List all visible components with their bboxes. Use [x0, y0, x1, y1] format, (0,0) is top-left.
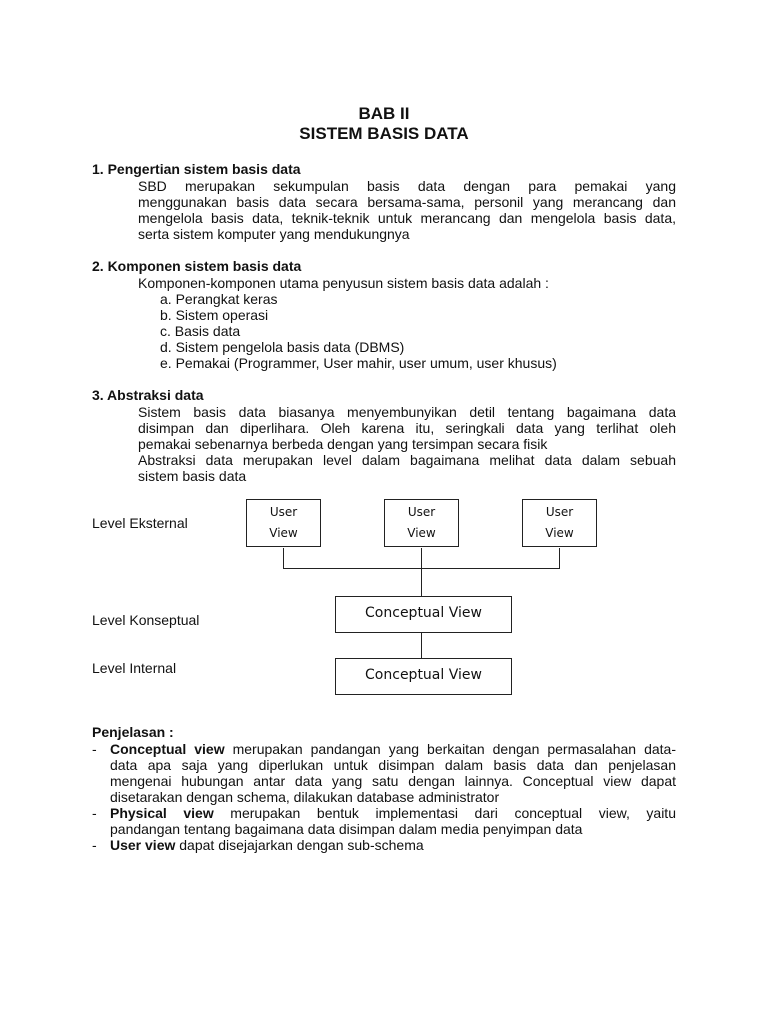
text-line: sistem basis data [138, 468, 247, 484]
text-line: Abstraksi data merupakan level dalam bagaimana melihat data dalam sebuah [138, 452, 676, 468]
list-item: a. Perangkat keras [160, 291, 278, 307]
level-external-label: Level Eksternal [92, 515, 188, 531]
user-view-box-2 [384, 499, 459, 547]
chapter-title: SISTEM BASIS DATA [299, 124, 469, 143]
text-run: merupakan pandangan yang berkaitan dengan permasalahan data- [224, 741, 676, 757]
connector-line [283, 548, 284, 569]
text-run: dapat disejajarkan dengan sub-schema [175, 837, 424, 853]
user-view-line: View [269, 526, 298, 540]
text-line: SBD merupakan sekumpulan basis data dengan para pemakai yang [138, 178, 676, 194]
explanation-item-physical [110, 805, 676, 837]
section3-heading: 3. Abstraksi data [92, 387, 204, 403]
dash-marker: - [92, 837, 97, 853]
user-view-box-3 [522, 499, 597, 547]
text-line: pemakai sebenarnya berbeda dengan yang tersimpan secara fisik [138, 436, 548, 452]
connector-line [421, 632, 422, 659]
text-line: mengelola basis data, teknik-teknik untuk merancang dan mengelola basis data, [138, 210, 676, 226]
list-item: d. Sistem pengelola basis data (DBMS) [160, 339, 405, 355]
text-line: mengenai hubungan antar data yang satu dengan lainnya. Conceptual view dapat [110, 773, 676, 789]
term: User view [110, 837, 176, 853]
list-item: e. Pemakai (Programmer, User mahir, user umum, user khusus) [160, 355, 557, 371]
user-view-line: View [545, 526, 574, 540]
list-item: b. Sistem operasi [160, 307, 269, 323]
component-list [160, 291, 557, 371]
dash-marker: - [92, 741, 97, 757]
user-view-line: User [269, 505, 298, 519]
section1-bullet1-text [138, 178, 676, 242]
text-line: data apa saja yang diperlukan untuk disimpan dalam basis data dan penjelasan [110, 757, 676, 773]
connector-line [283, 568, 560, 569]
connector-line [421, 548, 422, 596]
text-run: merupakan bentuk implementasi dari conceptual view, yaitu [213, 805, 676, 821]
section1-heading: 1. Pengertian sistem basis data [92, 161, 301, 177]
section2-heading: 2. Komponen sistem basis data [92, 258, 302, 274]
text-line [110, 805, 676, 821]
text-line [110, 837, 676, 853]
term: Physical view [110, 805, 214, 821]
section3-bullet2-text [138, 452, 676, 484]
internal-view-box: Conceptual View [335, 658, 512, 695]
explanation-heading: Penjelasan : [92, 724, 174, 740]
conceptual-view-box: Conceptual View [335, 596, 512, 633]
text-line: serta sistem komputer yang mendukungnya [138, 226, 410, 242]
user-view-line: User [545, 505, 574, 519]
text-line: Komponen-komponen utama penyusun sistem basis data adalah : [138, 275, 549, 291]
level-conceptual-label: Level Konseptual [92, 612, 200, 628]
connector-line [559, 548, 560, 569]
level-internal-label: Level Internal [92, 660, 177, 676]
user-view-line: View [407, 526, 436, 540]
explanation-item-user [110, 837, 676, 853]
text-line: Sistem basis data biasanya menyembunyikan detil tentang bagaimana data [138, 404, 676, 420]
text-line: menggunakan basis data secara bersama-sama, personil yang merancang dan [138, 194, 676, 210]
section2-intro [138, 275, 676, 291]
chapter-number: BAB II [358, 104, 410, 123]
section3-bullet1-text [138, 404, 676, 452]
text-line: disimpan dan diperlihara. Oleh karena itu, seringkali data yang terlihat oleh [138, 420, 676, 436]
text-line: disetarakan dengan schema, dilakukan database administrator [110, 789, 500, 805]
user-view-line: User [407, 505, 436, 519]
text-line: pandangan tentang bagaimana data disimpan dalam media penyimpan data [110, 821, 583, 837]
term: Conceptual view [110, 741, 225, 757]
explanation-item-conceptual [110, 741, 676, 805]
dash-marker: - [92, 805, 97, 821]
list-item: c. Basis data [160, 323, 241, 339]
text-line [110, 741, 676, 757]
user-view-box-1 [246, 499, 321, 547]
